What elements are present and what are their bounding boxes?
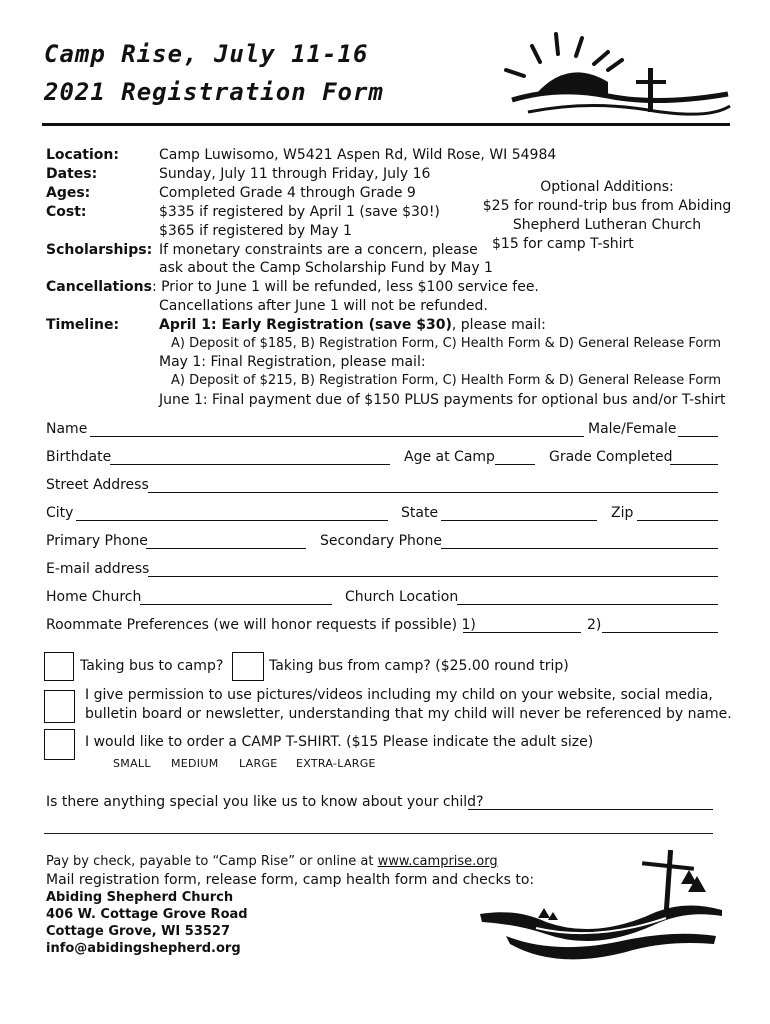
contact-email: info@abidingshepherd.org [46,941,241,956]
timeline-line-1 [159,317,546,333]
optional-line-3: $15 for camp T-shirt [492,236,634,252]
optional-additions [482,178,732,254]
cancellations-value-1: : Prior to June 1 will be refunded, less $100 service fee. [151,279,539,295]
mail-text: Mail registration form, release form, camp health form and checks to: [46,872,535,888]
scholarships-value-1: If monetary constraints are a concern, please [159,242,478,258]
home-church-field[interactable] [140,604,332,605]
size-extra-large[interactable]: EXTRA-LARGE [296,757,376,770]
camprise-link[interactable]: www.camprise.org [377,854,498,869]
size-large[interactable]: LARGE [239,757,278,770]
timeline-line-3: May 1: Final Registration, please mail: [159,354,426,370]
header-divider [42,123,730,126]
secondary-phone-label: Secondary Phone [320,533,442,549]
tshirt-label: I would like to order a CAMP T-SHIRT. ($15 Please indicate the adult size) [85,734,594,750]
optional-heading: Optional Additions: [540,179,674,195]
church-location-label: Church Location [345,589,459,605]
special-question-label: Is there anything special you like us to know about your child? [46,794,484,810]
bus-to-camp-label: Taking bus to camp? [80,658,224,674]
footer-divider [44,833,713,834]
pay-text: Pay by check, payable to “Camp Rise” or online at [46,854,378,869]
timeline-line-5: June 1: Final payment due of $150 PLUS payments for optional bus and/or T-shirt [159,392,726,408]
pay-line [46,854,498,869]
special-question-field[interactable] [468,809,713,810]
timeline-label: Timeline: [46,317,120,333]
zip-label: Zip [611,505,634,521]
street-field[interactable] [148,492,718,493]
roommate-2-label: 2) [587,617,602,633]
optional-line-1: $25 for round-trip bus from Abiding [482,198,732,214]
birthdate-field[interactable] [110,464,390,465]
name-label: Name [46,421,88,437]
cost-value-1: $335 if registered by April 1 (save $30!) [159,204,440,220]
name-field[interactable] [90,436,584,437]
tshirt-checkbox[interactable] [44,729,75,760]
ages-value: Completed Grade 4 through Grade 9 [159,185,416,201]
scholarships-label: Scholarships: [46,242,153,258]
photo-permission-checkbox[interactable] [44,690,75,723]
zip-field[interactable] [637,520,718,521]
cost-label: Cost: [46,204,87,220]
state-label: State [401,505,439,521]
email-label: E-mail address [46,561,150,577]
location-label: Location: [46,147,119,163]
page-title-line1: Camp Rise, July 11-16 [44,40,369,68]
cancellations-label: Cancellations [46,279,152,295]
bus-to-camp-checkbox[interactable] [44,652,74,681]
cost-value-2: $365 if registered by May 1 [159,223,352,239]
cancellations-line [46,279,539,295]
primary-phone-field[interactable] [146,548,306,549]
permission-line-1: I give permission to use pictures/videos including my child on your website, social media, [85,687,713,703]
dates-value: Sunday, July 11 through Friday, July 16 [159,166,431,182]
bus-from-camp-checkbox[interactable] [232,652,264,681]
size-small[interactable]: SMALL [113,757,151,770]
address-line-1: Abiding Shepherd Church [46,890,234,905]
location-value: Camp Luwisomo, W5421 Aspen Rd, Wild Rose, WI 54984 [159,147,557,163]
address-line-3: Cottage Grove, WI 53527 [46,924,231,939]
grade-field[interactable] [670,464,718,465]
gender-label: Male/Female [588,421,677,437]
address-line-2: 406 W. Cottage Grove Road [46,907,248,922]
timeline-line-2: A) Deposit of $185, B) Registration Form, C) Health Form & D) General Release Form [171,336,722,351]
grade-label: Grade Completed [549,449,673,465]
roommate-label: Roommate Preferences (we will honor requests if possible) 1) [46,617,476,633]
timeline-line-4: A) Deposit of $215, B) Registration Form, C) Health Form & D) General Release Form [171,373,722,388]
optional-line-2: Shepherd Lutheran Church [512,217,702,233]
street-label: Street Address [46,477,149,493]
bus-from-camp-label: Taking bus from camp? ($25.00 round trip) [269,658,569,674]
birthdate-label: Birthdate [46,449,112,465]
city-label: City [46,505,74,521]
timeline-rest: , please mail: [451,317,546,333]
church-location-field[interactable] [457,604,718,605]
permission-line-2: bulletin board or newsletter, understanding that my child will never be referenced by name. [85,706,732,722]
scholarships-value-2: ask about the Camp Scholarship Fund by May 1 [159,260,493,276]
age-label: Age at Camp [404,449,495,465]
page-title-line2: 2021 Registration Form [44,78,384,106]
river-cross-logo [476,844,726,972]
size-medium[interactable]: MEDIUM [171,757,219,770]
gender-field[interactable] [678,436,718,437]
home-church-label: Home Church [46,589,142,605]
cancellations-value-2: Cancellations after June 1 will not be refunded. [159,298,488,314]
roommate-1-field[interactable] [463,632,581,633]
ages-label: Ages: [46,185,91,201]
primary-phone-label: Primary Phone [46,533,148,549]
city-field[interactable] [76,520,388,521]
sunrise-cross-logo [498,30,732,122]
secondary-phone-field[interactable] [441,548,718,549]
email-field[interactable] [148,576,718,577]
timeline-bold: April 1: Early Registration (save $30) [159,317,452,333]
roommate-2-field[interactable] [602,632,718,633]
state-field[interactable] [441,520,597,521]
age-field[interactable] [495,464,535,465]
dates-label: Dates: [46,166,98,182]
